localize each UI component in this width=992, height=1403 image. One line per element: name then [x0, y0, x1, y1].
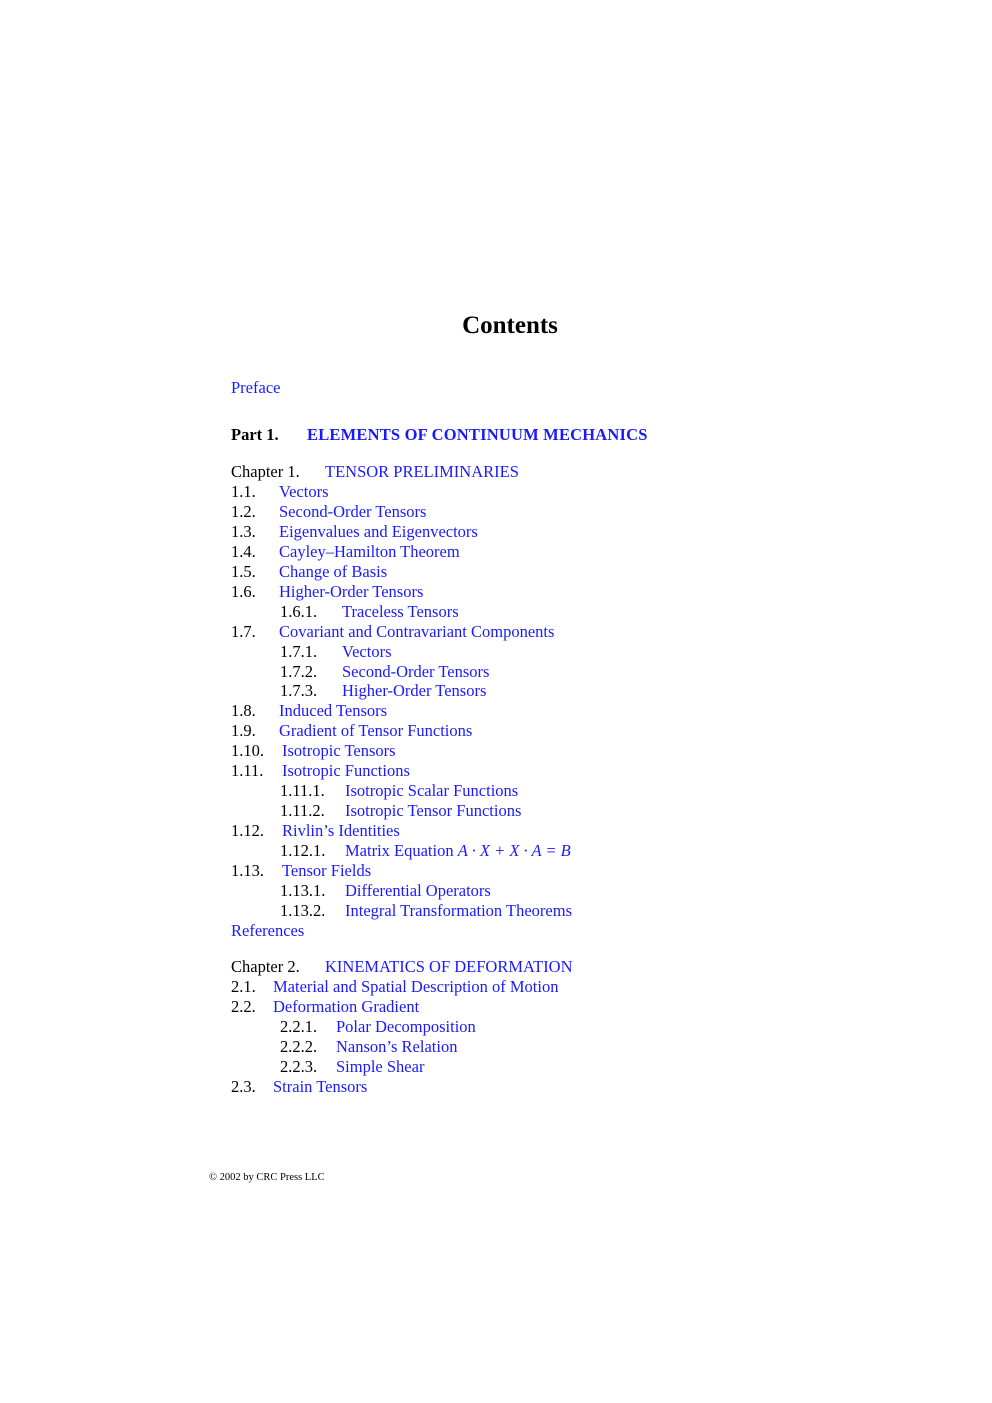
subsection-link[interactable]: Differential Operators	[345, 881, 491, 900]
section-number: 1.2.	[231, 502, 256, 521]
subsection-number: 2.2.2.	[280, 1037, 318, 1056]
section-link[interactable]: Material and Spatial Description of Motion	[273, 977, 559, 996]
toc-entry-subsection	[280, 602, 459, 622]
section-number: 1.8.	[231, 701, 256, 720]
toc-entry-chapter-1	[231, 462, 519, 482]
section-number: 1.6.	[231, 582, 256, 601]
toc-entry-subsection	[280, 781, 518, 801]
copyright-notice: © 2002 by CRC Press LLC	[209, 1172, 325, 1183]
section-number: 1.9.	[231, 721, 256, 740]
chapter-number: Chapter 2.	[231, 957, 300, 976]
section-link[interactable]: Tensor Fields	[282, 861, 372, 880]
toc-entry-subsection	[280, 662, 489, 682]
section-link[interactable]: Eigenvalues and Eigenvectors	[279, 522, 478, 541]
section-number: 1.1.	[231, 482, 256, 501]
section-link[interactable]: Covariant and Contravariant Components	[279, 622, 555, 641]
toc-entry-section	[231, 741, 396, 761]
toc-entry-preface	[231, 378, 280, 398]
toc-entry-subsection	[280, 1057, 424, 1077]
toc-entry-subsection	[280, 1017, 476, 1037]
subsection-link[interactable]: Integral Transformation Theorems	[345, 901, 572, 920]
subsection-link[interactable]: Second-Order Tensors	[342, 662, 490, 681]
section-link[interactable]: Cayley–Hamilton Theorem	[279, 542, 460, 561]
toc-entry-subsection	[280, 841, 571, 861]
references-link[interactable]: References	[231, 921, 305, 940]
subsection-link[interactable]: Isotropic Scalar Functions	[345, 781, 519, 800]
toc-entry-section	[231, 721, 472, 741]
toc-entry-subsection	[280, 642, 391, 662]
preface-link[interactable]: Preface	[231, 378, 281, 397]
section-number: 1.10.	[231, 741, 264, 760]
chapter-number: Chapter 1.	[231, 462, 300, 481]
toc-entry-section	[231, 562, 387, 582]
toc-entry-section	[231, 761, 410, 781]
section-number: 2.1.	[231, 977, 256, 996]
toc-entry-section	[231, 977, 558, 997]
subsection-number: 1.7.1.	[280, 642, 318, 661]
part-number: Part 1.	[231, 425, 279, 444]
subsection-number: 1.12.1.	[280, 841, 326, 860]
toc-entry-subsection	[280, 901, 572, 921]
section-link[interactable]: Rivlin’s Identities	[282, 821, 400, 840]
toc-entry-subsection	[280, 801, 521, 821]
toc-entry-section	[231, 1077, 367, 1097]
page-title: Contents	[462, 312, 558, 339]
subsection-number: 1.11.2.	[280, 801, 325, 820]
section-link[interactable]: Vectors	[279, 482, 329, 501]
section-number: 1.13.	[231, 861, 264, 880]
toc-entry-subsection	[280, 881, 491, 901]
toc-entry-section	[231, 821, 400, 841]
section-link[interactable]: Deformation Gradient	[273, 997, 420, 1016]
toc-entry-section	[231, 622, 554, 642]
toc-entry-subsection	[280, 681, 486, 701]
toc-entry-section	[231, 502, 426, 522]
section-link[interactable]: Isotropic Functions	[282, 761, 410, 780]
section-link[interactable]: Higher-Order Tensors	[279, 582, 424, 601]
toc-entry-section	[231, 482, 328, 502]
toc-entry-section	[231, 701, 387, 721]
subsection-number: 1.13.2.	[280, 901, 326, 920]
subsection-link[interactable]: Higher-Order Tensors	[342, 681, 487, 700]
subsection-number: 1.7.2.	[280, 662, 318, 681]
section-link[interactable]: Second-Order Tensors	[279, 502, 427, 521]
subsection-number: 2.2.1.	[280, 1017, 318, 1036]
toc-entry-section	[231, 582, 423, 602]
subsection-link[interactable]: Simple Shear	[336, 1057, 425, 1076]
subsection-number: 1.7.3.	[280, 681, 318, 700]
subsection-link[interactable]: Nanson’s Relation	[336, 1037, 458, 1056]
subsection-link[interactable]: Polar Decomposition	[336, 1017, 476, 1036]
subsection-link[interactable]: Traceless Tensors	[342, 602, 459, 621]
toc-entry-chapter-2	[231, 957, 573, 977]
subsection-link[interactable]: Isotropic Tensor Functions	[345, 801, 522, 820]
subsection-number: 2.2.3.	[280, 1057, 318, 1076]
section-number: 1.12.	[231, 821, 264, 840]
section-number: 2.3.	[231, 1077, 256, 1096]
section-number: 1.7.	[231, 622, 256, 641]
chapter-title-link[interactable]: TENSOR PRELIMINARIES	[325, 462, 519, 481]
subsection-number: 1.6.1.	[280, 602, 318, 621]
subsection-title: Matrix Equation	[345, 841, 454, 860]
section-link[interactable]: Induced Tensors	[279, 701, 388, 720]
section-number: 1.4.	[231, 542, 256, 561]
subsection-link[interactable]: Vectors	[342, 642, 392, 661]
section-number: 1.3.	[231, 522, 256, 541]
subsection-link[interactable]	[345, 841, 571, 860]
subsection-number: 1.11.1.	[280, 781, 325, 800]
section-link[interactable]: Strain Tensors	[273, 1077, 368, 1096]
section-link[interactable]: Gradient of Tensor Functions	[279, 721, 473, 740]
toc-entry-section	[231, 522, 478, 542]
toc-entry-section	[231, 997, 419, 1017]
toc-entry-section	[231, 861, 371, 881]
subsection-number: 1.13.1.	[280, 881, 326, 900]
toc-entry-section	[231, 542, 460, 562]
section-number: 1.11.	[231, 761, 264, 780]
part-title-link[interactable]: ELEMENTS OF CONTINUUM MECHANICS	[307, 425, 648, 444]
chapter-title-link[interactable]: KINEMATICS OF DEFORMATION	[325, 957, 573, 976]
section-link[interactable]: Change of Basis	[279, 562, 388, 581]
toc-entry-references	[231, 921, 304, 941]
matrix-equation: A · X + X · A = B	[457, 841, 571, 860]
toc-entry-part-1	[231, 425, 648, 445]
toc-entry-subsection	[280, 1037, 457, 1057]
section-number: 2.2.	[231, 997, 256, 1016]
section-link[interactable]: Isotropic Tensors	[282, 741, 396, 760]
section-number: 1.5.	[231, 562, 256, 581]
